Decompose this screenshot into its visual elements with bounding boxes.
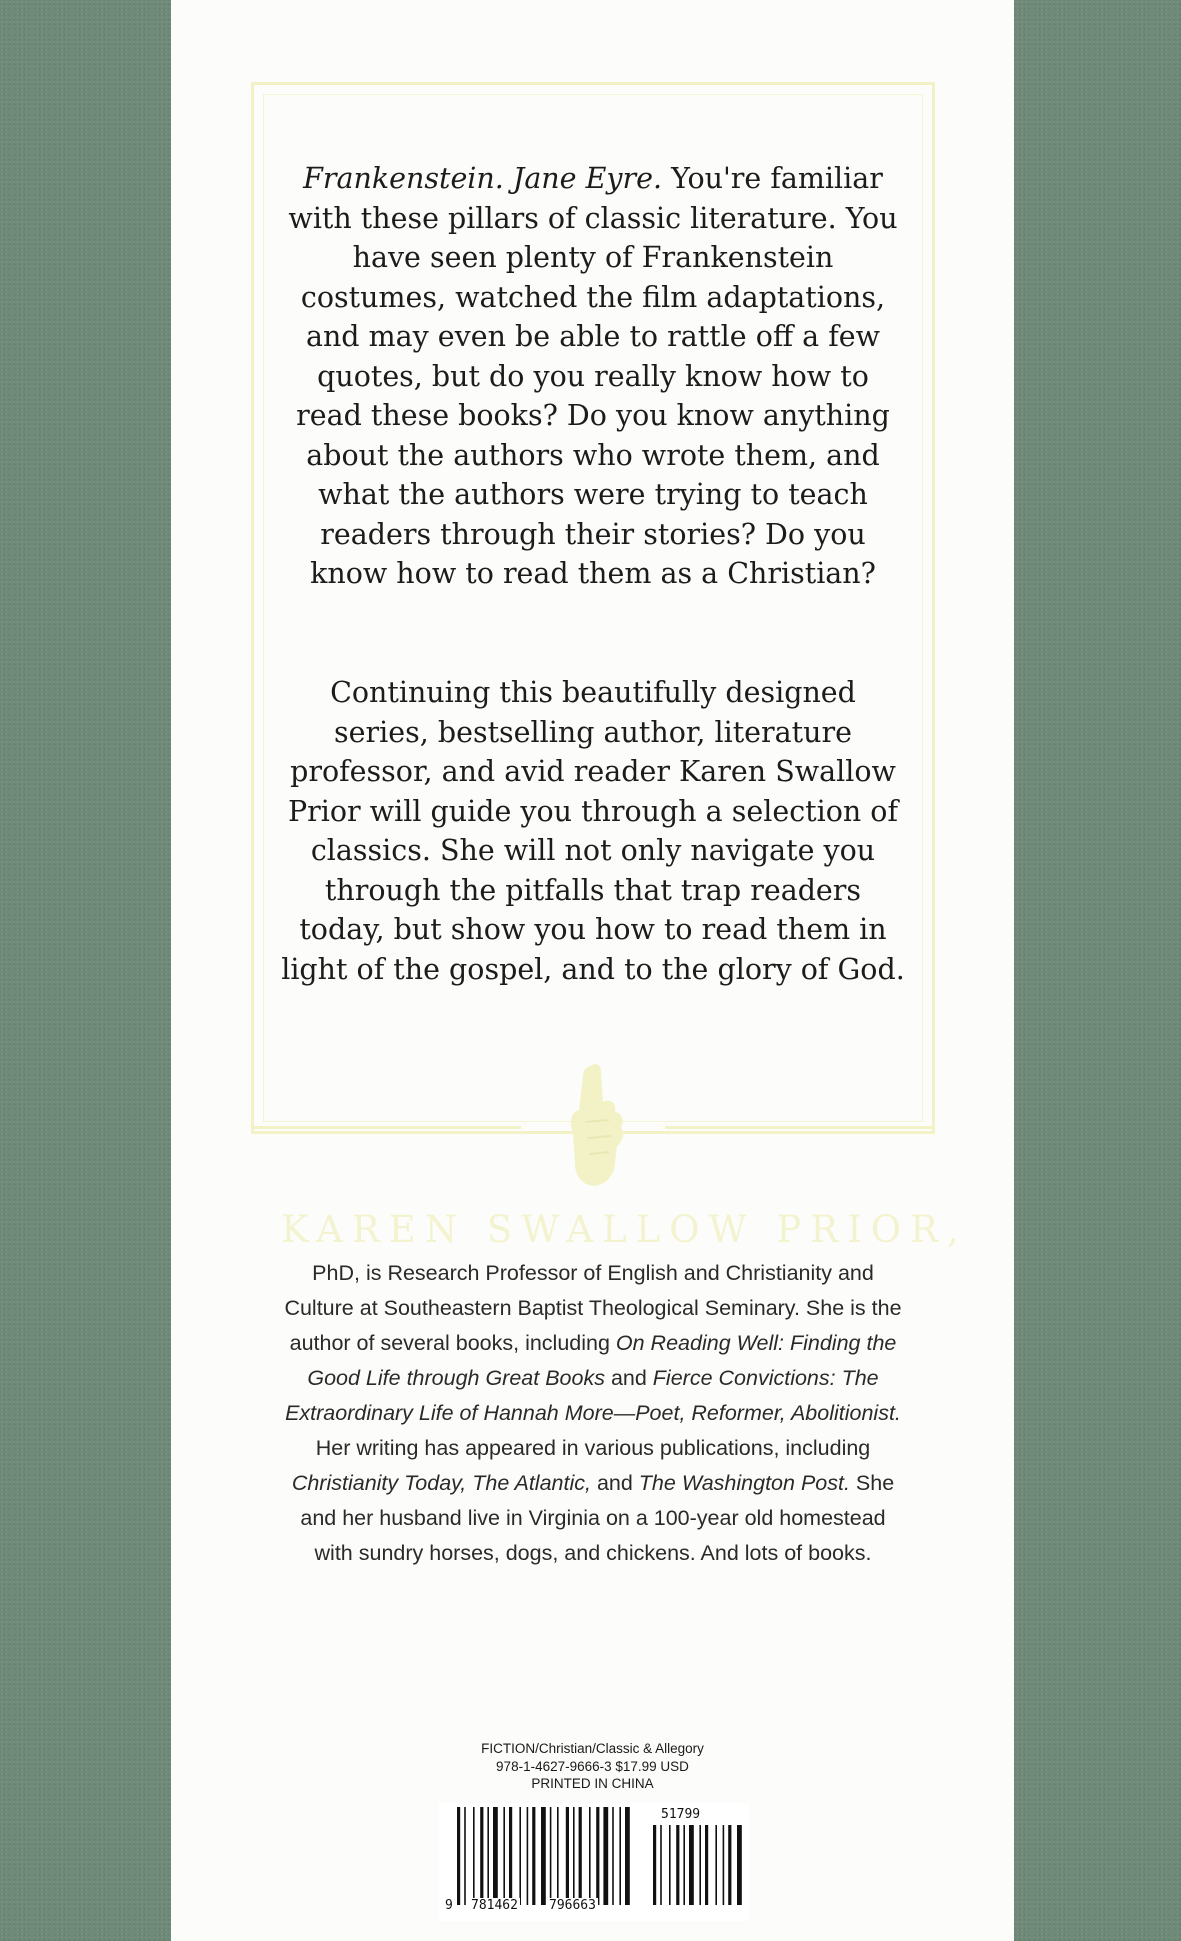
category-line: FICTION/Christian/Classic & Allegory	[481, 1741, 704, 1756]
bio-text: and	[590, 1471, 639, 1495]
blurb-text-1: You're familiar with these pillars of classic literature. You have seen plenty of Frankenstein costumes, watched the film adaptations, and may even be able to rattle off a few quotes, but do you really know how to read these books? Do you know anything about the authors who wrote them, and what the authors were trying to teach readers through their stories? Do you know how to read them as a Christian?	[288, 162, 898, 590]
bio-publication: Christianity Today, The Atlantic,	[291, 1471, 591, 1495]
author-bio	[279, 1256, 907, 1571]
blurb-paragraph-2: Continuing this beautifully designed series, bestselling author, literature professor, and avid reader Karen Swallow Prior will guide you through a selection of classics. She will not only navigate you through the pitfalls that trap readers today, but show you how to read them in light of the gospel, and to the glory of God.	[281, 676, 905, 986]
barcode-digit-lead: 9	[445, 1898, 453, 1913]
frame-flourish-right	[665, 1126, 935, 1129]
printed-line: PRINTED IN CHINA	[531, 1776, 654, 1791]
bio-publication: The Washington Post.	[638, 1471, 850, 1495]
bio-book-title: On Reading Well: Finding the Good Life through Great Books	[307, 1331, 897, 1390]
blurb-paragraph-1	[281, 159, 905, 594]
bio-text: and	[604, 1366, 653, 1390]
publishing-info	[171, 1740, 1014, 1793]
bio-text: PhD, is Research Professor of English and Christianity and Culture at Southeastern Baptist Theological Seminary. She is the author of several books, including	[284, 1261, 902, 1355]
back-cover	[171, 0, 1014, 1941]
barcode	[439, 1803, 749, 1921]
frame-flourish-left	[251, 1126, 521, 1129]
blurb-title-italic: Frankenstein. Jane Eyre.	[303, 162, 663, 195]
bio-book-title: Fierce Convictions: The Extraordinary Life of Hannah More—Poet, Reformer, Abolitionist.	[285, 1366, 901, 1425]
author-name: KAREN SWALLOW PRIOR,	[281, 1208, 968, 1251]
barcode-price-code: 51799	[661, 1807, 701, 1822]
isbn-price-line: 978-1-4627-9666-3 $17.99 USD	[496, 1758, 689, 1774]
barcode-digits-left: 781462	[471, 1898, 518, 1913]
hand-ornament-icon	[551, 1062, 641, 1188]
barcode-digits-right: 796663	[549, 1898, 596, 1913]
bio-text: She and her husband live in Virginia on a 100-year old homestead with sundry horses, dogs, and chickens. And lots of books.	[300, 1471, 895, 1565]
bio-text: Her writing has appeared in various publications, including	[315, 1436, 871, 1460]
